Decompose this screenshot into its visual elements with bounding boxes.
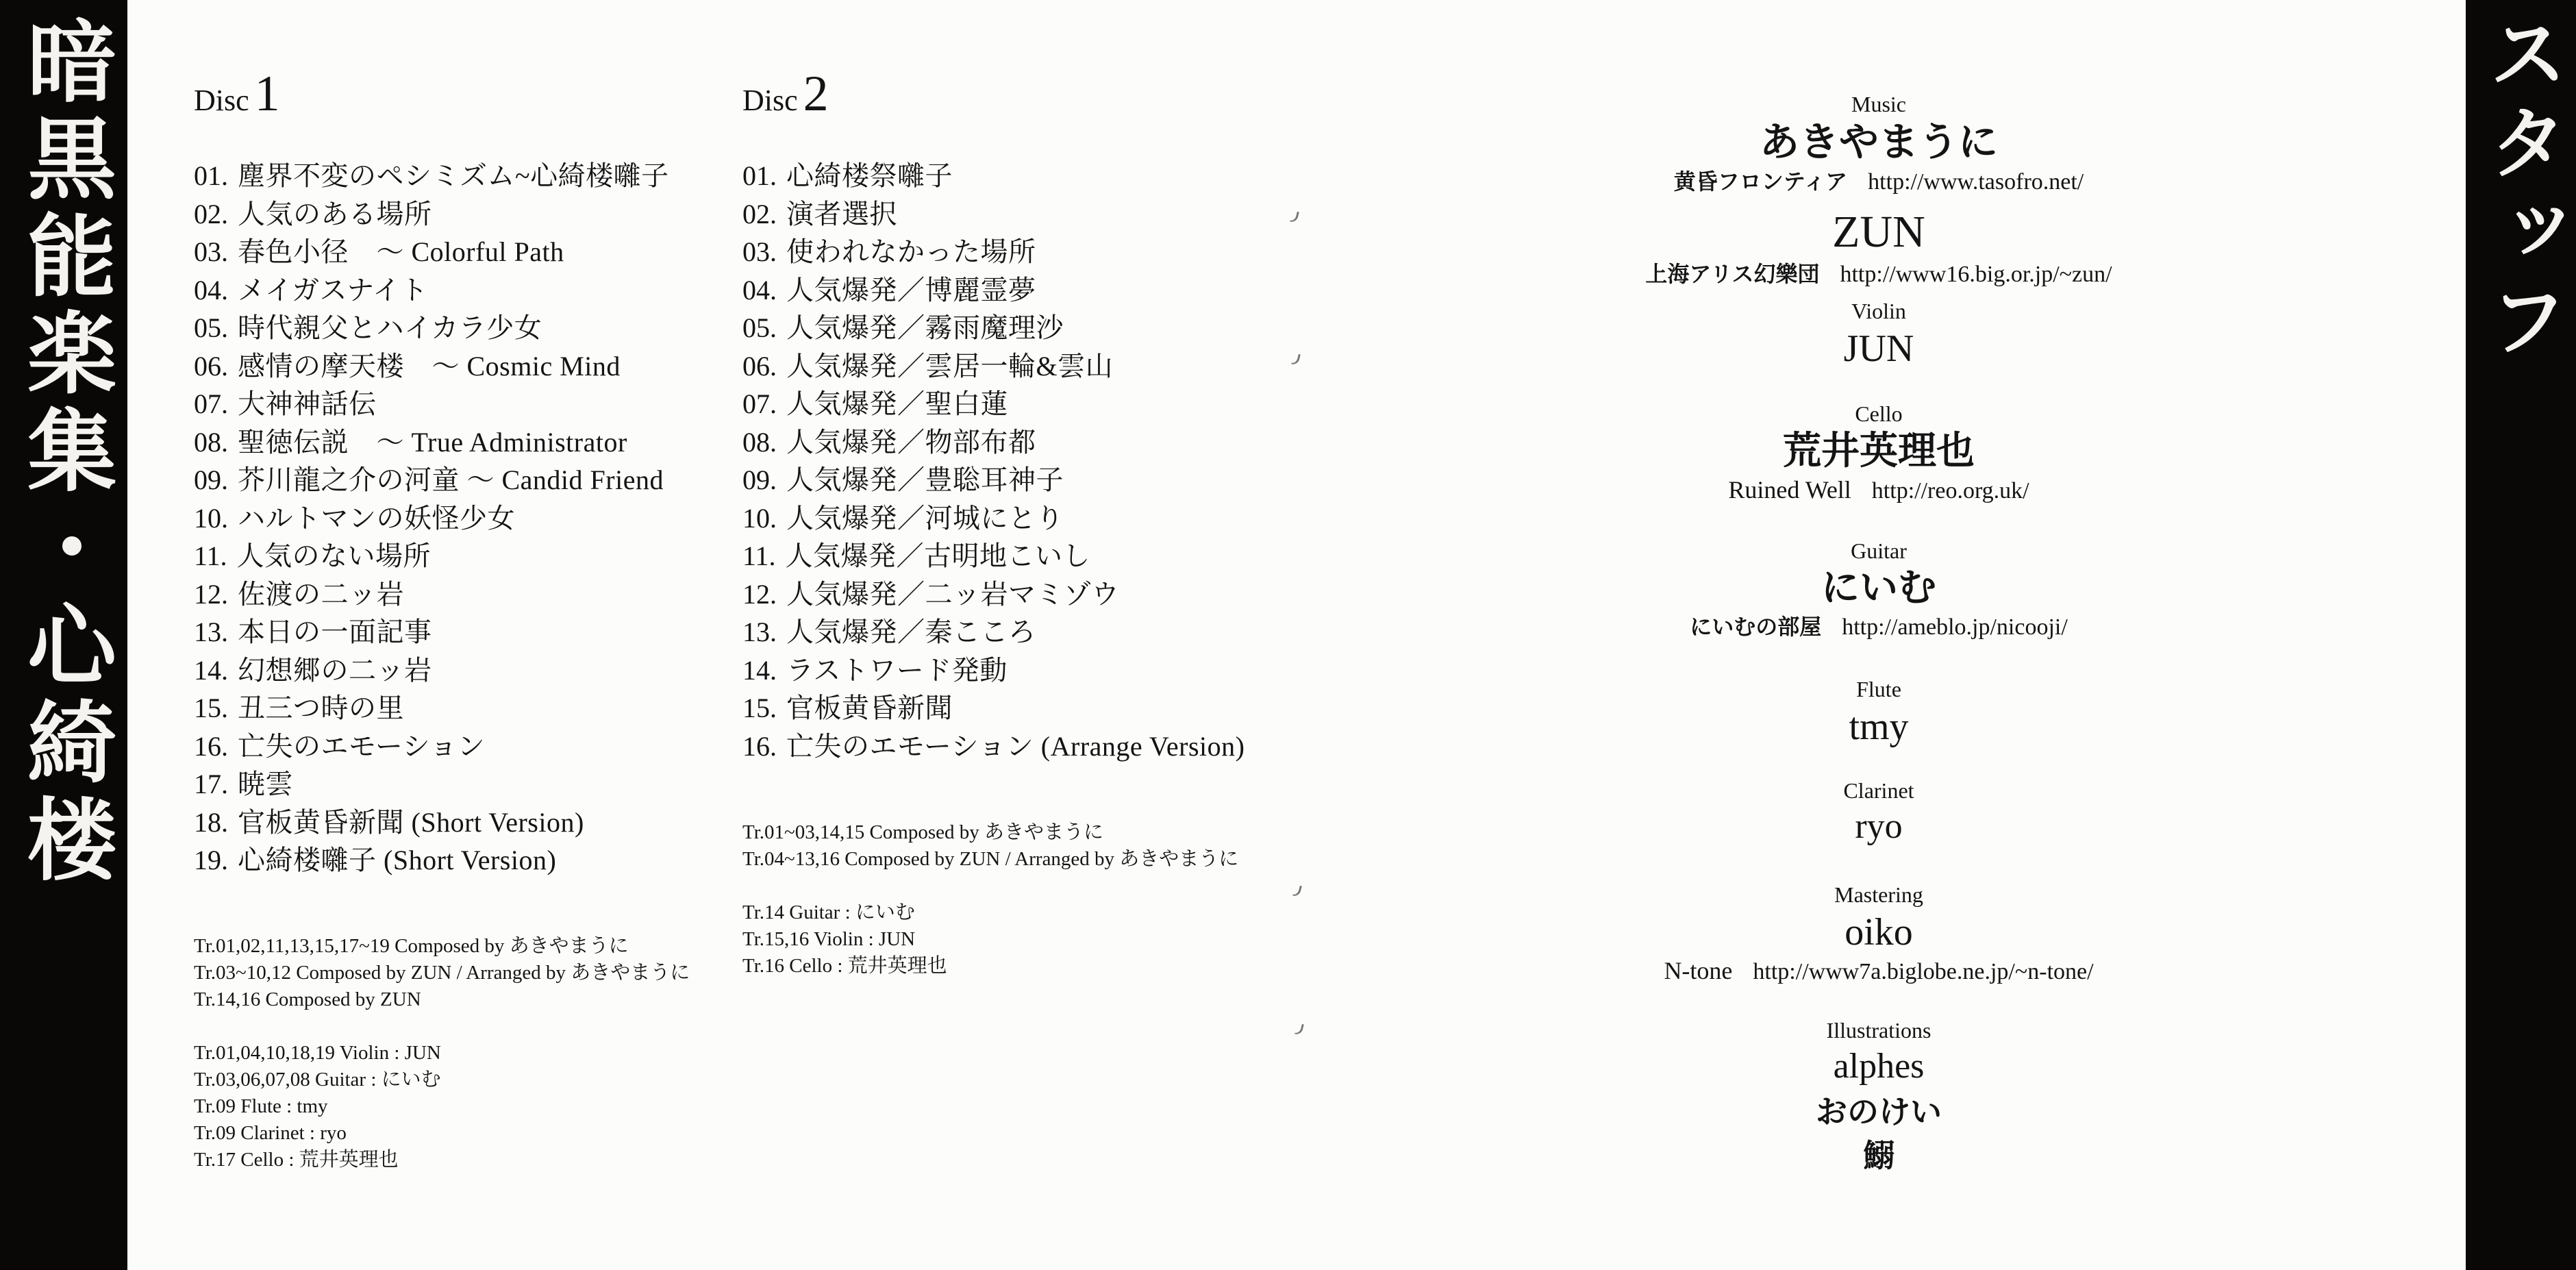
staff-site-line [1468, 476, 2290, 505]
disc2-track-list [742, 157, 1245, 765]
track-title: 人気のある場所 [238, 198, 432, 229]
track-row [742, 461, 1245, 499]
credit-line: Tr.04~13,16 Composed by ZUN / Arranged by あきやまうに [742, 848, 1239, 870]
scan-speck [1290, 210, 1299, 223]
track-number: 07. [194, 388, 228, 419]
staff-artist: oiko [1845, 911, 1913, 954]
disc1-track-list [194, 157, 669, 880]
track-number: 11. [742, 540, 776, 571]
staff-section-music [1468, 92, 2290, 288]
track-number: 07. [742, 388, 777, 419]
staff-role: Violin [1851, 299, 1906, 323]
staff-section-mastering [1468, 882, 2290, 986]
track-title: メイガスナイト [238, 274, 428, 306]
track-row [742, 575, 1245, 614]
staff-section-clarinet [1468, 778, 2290, 847]
track-row [742, 233, 1245, 271]
track-number: 09. [742, 464, 777, 495]
disc2-performance-credits [742, 899, 1238, 980]
staff-artist: ZUN [1832, 206, 1925, 257]
staff-artist: 荒井英理也 [1783, 430, 1975, 473]
track-number: 01. [742, 160, 777, 191]
track-row [742, 423, 1245, 462]
track-title: 演者選択 [786, 198, 897, 229]
staff-artist: alphes [1833, 1047, 1925, 1086]
staff-site-line [1468, 260, 2290, 288]
staff-role: Music [1851, 92, 1906, 116]
track-title: 芥川龍之介の河童 ～ Candid Friend [238, 464, 664, 495]
track-row [194, 689, 669, 727]
track-row [194, 157, 669, 195]
track-title: 感情の摩天楼 ～ Cosmic Mind [238, 350, 621, 382]
track-row [194, 537, 669, 575]
site-name: Ruined Well [1728, 475, 1851, 503]
track-title: 聖徳伝説 ～ True Administrator [238, 426, 627, 458]
track-number: 12. [742, 578, 777, 610]
staff-site-line [1468, 957, 2290, 986]
disc1-header [194, 65, 280, 123]
track-number: 18. [194, 806, 228, 838]
site-url: http://ameblo.jp/nicooji/ [1842, 614, 2068, 640]
track-number: 15. [194, 693, 228, 723]
track-row [742, 309, 1245, 347]
disc1-label: Disc [194, 84, 249, 117]
track-row [742, 271, 1245, 310]
site-url: http://reo.org.uk/ [1871, 477, 2029, 503]
track-title: 暁雲 [238, 769, 293, 799]
staff-artist: JUN [1843, 327, 1914, 370]
credit-line: Tr.14 Guitar : にいむ [742, 901, 915, 923]
album-title-vertical: 暗黒能楽集・心綺楼 [14, 15, 113, 891]
track-number: 11. [194, 540, 227, 571]
staff-role: Clarinet [1843, 778, 1914, 803]
track-number: 06. [742, 350, 777, 382]
track-title: 亡失のエモーション [238, 730, 486, 762]
track-title: 人気爆発／古明地こいし [785, 540, 1091, 571]
credit-line: Tr.14,16 Composed by ZUN [194, 988, 421, 1010]
track-number: 02. [742, 198, 777, 229]
track-number: 08. [742, 426, 777, 458]
track-row [194, 727, 669, 766]
staff-artist: ryo [1855, 807, 1903, 846]
track-number: 04. [194, 274, 228, 306]
track-row [194, 195, 669, 234]
site-name: N-tone [1664, 956, 1733, 984]
track-row [194, 271, 669, 310]
track-row [194, 233, 669, 271]
site-name: 上海アリス幻樂団 [1645, 261, 1820, 286]
track-number: 17. [194, 769, 228, 799]
left-title-bar [0, 0, 127, 1270]
track-number: 03. [194, 236, 228, 267]
track-number: 10. [742, 502, 777, 534]
track-row [742, 195, 1245, 234]
disc2-composition-credits [742, 819, 1238, 873]
track-row [194, 347, 669, 386]
staff-role: Mastering [1834, 882, 1923, 907]
track-number: 05. [742, 312, 777, 343]
staff-role: Guitar [1851, 538, 1907, 563]
track-number: 16. [194, 730, 228, 762]
credit-line: Tr.01~03,14,15 Composed by あきやまうに [742, 821, 1103, 843]
disc2-number: 2 [803, 66, 829, 122]
track-row [742, 157, 1245, 195]
staff-artist: おのけい [1816, 1095, 1942, 1130]
staff-site-line [1468, 168, 2290, 196]
track-title: 佐渡の二ッ岩 [238, 578, 404, 610]
track-title: 人気爆発／豊聡耳神子 [786, 464, 1064, 495]
track-title: 心綺楼囃子 (Short Version) [238, 845, 557, 875]
staff-artist: tmy [1849, 706, 1909, 748]
track-row [194, 499, 669, 538]
track-title: 使われなかった場所 [786, 236, 1036, 267]
staff-artist: にいむ [1821, 567, 1936, 610]
track-title: 春色小径 ～ Colorful Path [238, 236, 564, 267]
track-number: 16. [742, 730, 777, 762]
track-row [194, 765, 669, 804]
track-row [194, 309, 669, 347]
site-url: http://www.tasofro.net/ [1868, 169, 2084, 195]
track-title: 人気爆発／聖白蓮 [786, 388, 1008, 419]
track-title: 人気のない場所 [236, 540, 432, 571]
staff-artist: 鰯 [1863, 1138, 1895, 1173]
track-number: 01. [194, 160, 228, 191]
track-title: 人気爆発／二ッ岩マミゾウ [786, 578, 1119, 610]
staff-artist: あきやまうに [1759, 120, 1998, 164]
staff-role: Flute [1856, 677, 1901, 701]
track-row [742, 727, 1245, 766]
track-title: 大神神話伝 [238, 388, 377, 419]
track-number: 04. [742, 274, 777, 306]
track-title: 官板黄昏新聞 (Short Version) [238, 806, 584, 838]
track-row [742, 385, 1245, 423]
track-title: 時代親父とハイカラ少女 [238, 312, 542, 343]
track-row [742, 537, 1245, 575]
disc1-performance-credits [194, 1040, 690, 1173]
track-title: 官板黄昏新聞 [786, 693, 953, 723]
staff-section-illustrations [1468, 1018, 2290, 1173]
track-number: 13. [194, 617, 228, 647]
staff-section-guitar [1468, 538, 2290, 641]
track-number: 15. [742, 693, 777, 723]
scan-speck [1295, 1023, 1304, 1036]
disc2-credits [742, 819, 1238, 980]
track-title: 幻想郷の二ッ岩 [238, 654, 432, 686]
track-title: 人気爆発／雲居一輪&雲山 [786, 350, 1114, 382]
staff-section-cello [1468, 401, 2290, 505]
track-row [194, 575, 669, 614]
track-row [194, 461, 669, 499]
scan-speck [1291, 353, 1301, 366]
track-title: 心綺楼祭囃子 [786, 160, 953, 191]
credit-line: Tr.01,04,10,18,19 Violin : JUN [194, 1042, 441, 1064]
staff-section-violin [1468, 299, 2290, 371]
site-name: 黄昏フロンティア [1673, 169, 1848, 194]
staff-role: Illustrations [1826, 1018, 1931, 1043]
track-number: 06. [194, 350, 228, 382]
staff-role: Cello [1855, 401, 1903, 426]
track-row [742, 499, 1245, 538]
credit-line: Tr.09 Clarinet : ryo [194, 1122, 347, 1144]
track-title: ラストワード発動 [786, 654, 1008, 686]
track-number: 12. [194, 578, 228, 610]
scan-speck [1292, 884, 1302, 897]
credit-line: Tr.16 Cello : 荒井英理也 [742, 955, 947, 977]
staff-title-vertical: スタッフ [2477, 12, 2564, 369]
track-row [194, 841, 669, 880]
track-title: 人気爆発／河城にとり [786, 502, 1064, 534]
staff-section-flute [1468, 677, 2290, 749]
track-title: 亡失のエモーション (Arrange Version) [786, 730, 1245, 762]
track-number: 08. [194, 426, 228, 458]
site-name: にいむの部屋 [1690, 614, 1822, 639]
track-title: 塵界不変のペシミズム~心綺楼囃子 [238, 160, 669, 191]
track-row [742, 651, 1245, 690]
track-number: 13. [742, 617, 777, 647]
site-url: http://www7a.biglobe.ne.jp/~n-tone/ [1753, 958, 2094, 984]
credit-line: Tr.17 Cello : 荒井英理也 [194, 1149, 399, 1171]
track-row [194, 651, 669, 690]
track-title: ハルトマンの妖怪少女 [238, 502, 515, 534]
track-row [194, 423, 669, 462]
track-title: 人気爆発／霧雨魔理沙 [786, 312, 1064, 343]
track-number: 14. [742, 654, 777, 686]
disc2-label: Disc [742, 84, 798, 117]
credit-line: Tr.01,02,11,13,15,17~19 Composed by あきやまうに [194, 935, 629, 957]
credit-line: Tr.03~10,12 Composed by ZUN / Arranged by あきやまうに [194, 962, 690, 984]
track-title: 人気爆発／秦こころ [786, 617, 1036, 647]
track-title: 丑三つ時の里 [238, 693, 404, 723]
track-row [742, 613, 1245, 651]
right-staff-bar [2466, 0, 2576, 1270]
credit-line: Tr.09 Flute : tmy [194, 1095, 328, 1117]
track-number: 09. [194, 464, 228, 495]
disc1-number: 1 [254, 66, 280, 122]
track-number: 05. [194, 312, 228, 343]
disc1-credits [194, 933, 690, 1173]
credit-line: Tr.03,06,07,08 Guitar : にいむ [194, 1069, 441, 1091]
credit-line: Tr.15,16 Violin : JUN [742, 928, 916, 950]
track-row [194, 804, 669, 842]
track-row [194, 385, 669, 423]
track-number: 02. [194, 198, 228, 229]
staff-site-line [1468, 613, 2290, 641]
track-number: 10. [194, 502, 228, 534]
track-title: 本日の一面記事 [238, 617, 432, 647]
disc1-composition-credits [194, 933, 690, 1013]
track-number: 19. [194, 845, 228, 875]
track-title: 人気爆発／物部布都 [786, 426, 1036, 458]
track-number: 14. [194, 654, 228, 686]
track-number: 03. [742, 236, 777, 267]
track-row [194, 613, 669, 651]
disc2-header [742, 65, 829, 123]
site-url: http://www16.big.or.jp/~zun/ [1840, 261, 2112, 287]
track-row [742, 347, 1245, 386]
track-row [742, 689, 1245, 727]
track-title: 人気爆発／博麗霊夢 [786, 274, 1036, 306]
